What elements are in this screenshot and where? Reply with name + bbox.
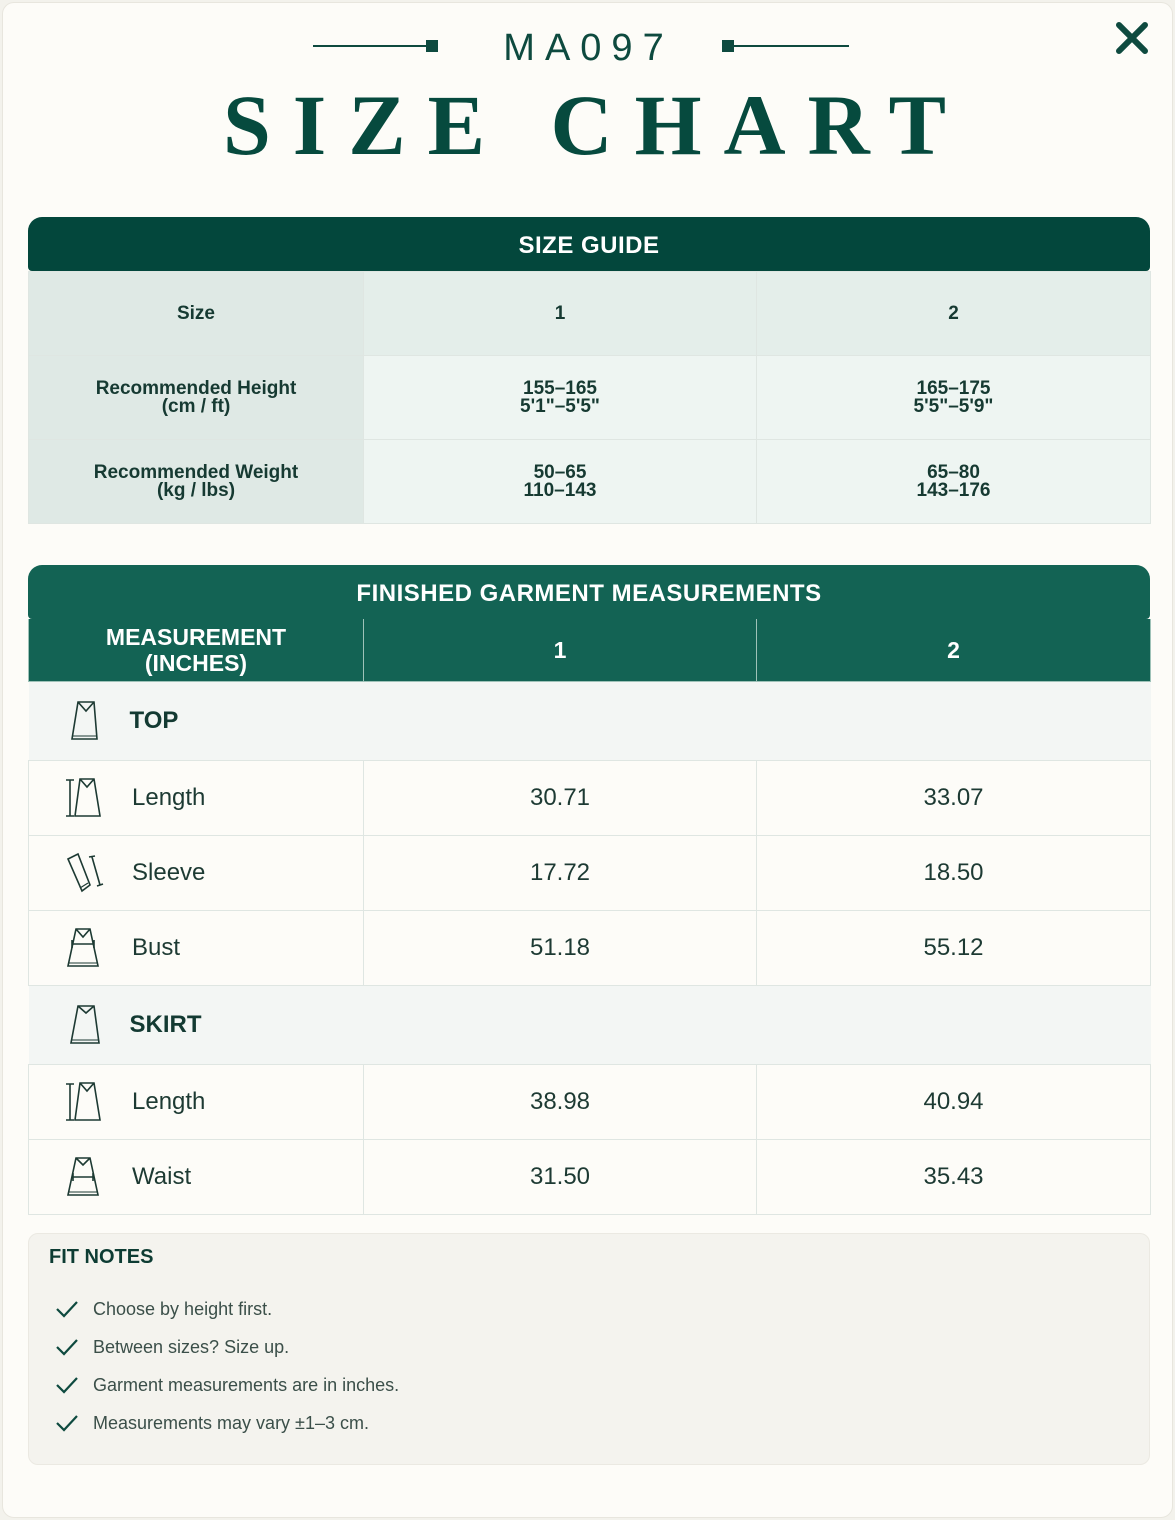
measurement-row-skirt-length [29, 1064, 1151, 1139]
weight-label-line2: (kg / lbs) [156, 479, 236, 501]
measurement-value: 38.98 [364, 1064, 757, 1139]
measurement-value: 30.71 [364, 760, 757, 835]
fit-note-item [55, 1294, 272, 1324]
fit-note-text: Garment measurements are in inches. [93, 1374, 400, 1395]
garment-measurements-title: FINISHED GARMENT MEASUREMENTS [28, 565, 1150, 619]
measurement-value: 31.50 [364, 1139, 757, 1214]
measurement-name: Length [132, 783, 206, 811]
size-1-header: 1 [364, 272, 757, 356]
weight-row [29, 440, 1151, 524]
size-guide-title: SIZE GUIDE [28, 217, 1150, 271]
height-label-line2: (cm / ft) [161, 395, 231, 417]
measurement-value: 51.18 [364, 910, 757, 985]
skirt-garment-icon [68, 1003, 104, 1047]
measurement-value: 55.12 [757, 910, 1151, 985]
weight-label-line1: Recommended Weight [93, 461, 299, 483]
size-chart-panel [2, 2, 1173, 1518]
weight-kg: 65–80 [927, 461, 980, 483]
size-guide-section [28, 217, 1150, 524]
weight-lbs: 143–176 [916, 479, 991, 501]
measurement-name: Length [132, 1087, 206, 1115]
measurement-value: 40.94 [757, 1064, 1151, 1139]
weight-kg: 50–65 [533, 461, 587, 483]
weight-value-1 [364, 440, 757, 524]
page-title: SIZE CHART [222, 77, 969, 173]
weight-lbs: 110–143 [523, 479, 597, 501]
weight-value-2 [757, 440, 1151, 524]
height-label [29, 356, 364, 440]
height-cm: 155–165 [523, 377, 597, 399]
size-2-header: 2 [757, 272, 1151, 356]
height-row [29, 356, 1151, 440]
top-garment-icon [68, 699, 104, 743]
height-value-2 [757, 356, 1151, 440]
garment-header-row [29, 619, 1151, 681]
height-cm: 165–175 [916, 377, 991, 399]
sleeve-icon [62, 851, 104, 895]
fit-note-text: Choose by height first. [93, 1298, 273, 1319]
measurement-column-header [29, 619, 364, 681]
measurement-row-top-length [29, 760, 1151, 835]
measurement-name: Waist [132, 1162, 192, 1190]
length-icon [62, 776, 104, 820]
checkmark-icon [55, 1299, 79, 1319]
model-code: MA097 [503, 27, 674, 69]
category-row-top [29, 681, 1151, 760]
measurement-header-line1: MEASUREMENT [105, 623, 287, 650]
measurement-value: 17.72 [364, 835, 757, 910]
measurement-value: 33.07 [757, 760, 1151, 835]
checkmark-icon [55, 1337, 79, 1357]
length-icon [62, 1080, 104, 1124]
checkmark-icon [55, 1375, 79, 1395]
measurement-name: Bust [132, 933, 181, 961]
waist-icon [62, 1155, 104, 1199]
size-row [29, 272, 1151, 356]
weight-label [29, 440, 364, 524]
measurement-value: 35.43 [757, 1139, 1151, 1214]
measurement-header-line2: (INCHES) [144, 649, 248, 676]
fit-note-item [55, 1408, 369, 1438]
height-ft: 5'5"–5'9" [913, 395, 994, 417]
measurement-row-top-bust [29, 910, 1151, 985]
fit-note-item [55, 1370, 399, 1400]
model-code-row [3, 25, 1173, 71]
size-guide-table [28, 271, 1151, 524]
fit-notes-box [28, 1233, 1150, 1465]
fit-note-text: Between sizes? Size up. [93, 1336, 290, 1357]
height-value-1 [364, 356, 757, 440]
garment-measurements-table [28, 619, 1151, 1215]
checkmark-icon [55, 1413, 79, 1433]
bust-icon [62, 926, 104, 970]
height-ft: 5'1"–5'5" [520, 395, 600, 417]
size-2-column-header: 2 [757, 619, 1151, 681]
height-label-line1: Recommended Height [95, 377, 297, 399]
measurement-value: 18.50 [757, 835, 1151, 910]
category-name-skirt: SKIRT [129, 1010, 202, 1038]
fit-note-text: Measurements may vary ±1–3 cm. [93, 1412, 369, 1433]
measurement-name: Sleeve [132, 858, 206, 886]
garment-measurements-section [28, 565, 1150, 1215]
category-name-top: TOP [129, 706, 179, 734]
size-label: Size [29, 272, 364, 356]
measurement-row-top-sleeve [29, 835, 1151, 910]
fit-note-item [55, 1332, 289, 1362]
fit-notes-title: FIT NOTES [49, 1246, 154, 1268]
measurement-row-skirt-waist [29, 1139, 1151, 1214]
size-1-column-header: 1 [364, 619, 757, 681]
category-row-skirt [29, 985, 1151, 1064]
